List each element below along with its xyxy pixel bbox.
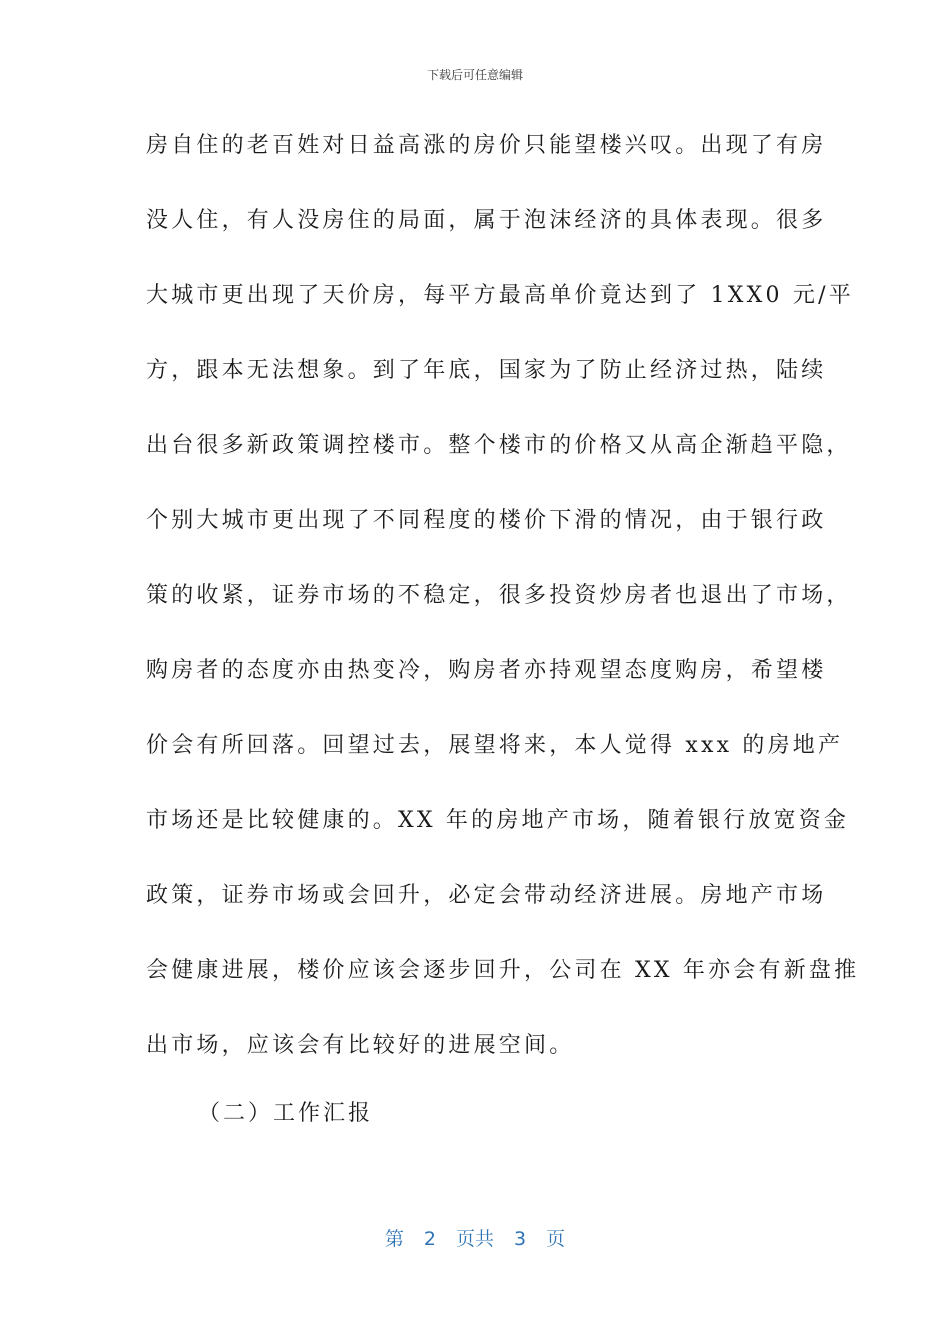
text-line: 房自住的老百姓对日益高涨的房价只能望楼兴叹。出现了有房 (146, 133, 827, 158)
page-number-footer: 第 2 页共 3 页 (384, 1228, 566, 1250)
body-paragraph (146, 126, 860, 1101)
text-line: 政策，证券市场或会回升，必定会带动经济进展。房地产市场 (146, 883, 827, 908)
text-line: 出台很多新政策调控楼市。整个楼市的价格又从高企渐趋平隐， (146, 433, 852, 458)
text-line: 市场还是比较健康的。XX 年的房地产市场，随着银行放宽资金 (146, 808, 850, 833)
text-line: 策的收紧，证券市场的不稳定，很多投资炒房者也退出了市场， (146, 583, 852, 608)
header-note: 下载后可任意编辑 (426, 68, 523, 82)
text-line: 没人住，有人没房住的局面，属于泡沫经济的具体表现。很多 (146, 208, 827, 233)
text-line: 大城市更出现了天价房，每平方最高单价竟达到了 1XX0 元/平 (146, 283, 854, 308)
text-line: 方，跟本无法想象。到了年底，国家为了防止经济过热，陆续 (146, 358, 827, 383)
text-line: 会健康进展，楼价应该会逐步回升，公司在 XX 年亦会有新盘推 (146, 958, 860, 983)
text-line: 价会有所回落。回望过去，展望将来，本人觉得 xxx 的房地产 (146, 733, 844, 758)
text-line: 出市场，应该会有比较好的进展空间。 (146, 1033, 575, 1058)
text-line: 个别大城市更出现了不同程度的楼价下滑的情况，由于银行政 (146, 508, 827, 533)
text-line: 购房者的态度亦由热变冷，购房者亦持观望态度购房，希望楼 (146, 658, 827, 683)
section-heading: （二）工作汇报 (198, 1101, 374, 1126)
